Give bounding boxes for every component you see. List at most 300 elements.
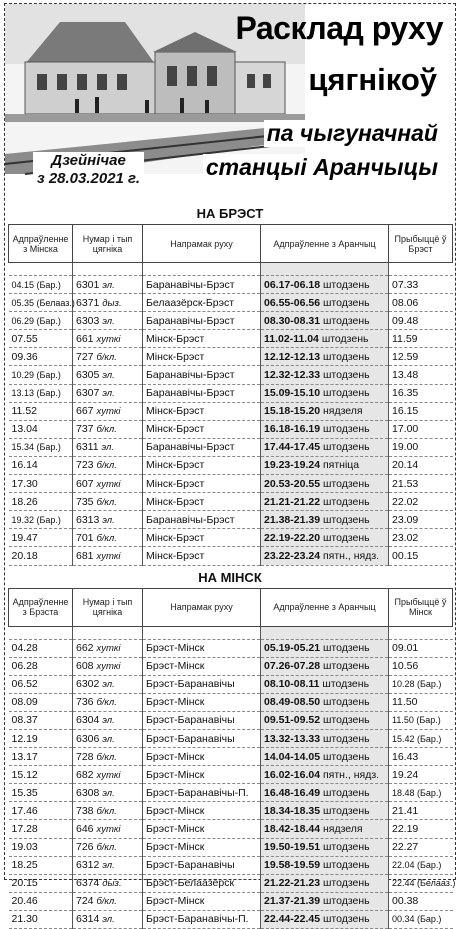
arrival-cell: 13.48: [389, 366, 453, 384]
departure-cell: 15.34 (Бар.): [9, 438, 73, 456]
train-cell: [73, 784, 143, 802]
station-time-cell: [261, 766, 389, 784]
train-number: 6371: [76, 297, 99, 309]
table-row: [9, 438, 453, 456]
train-cell: [73, 675, 143, 693]
station-time: 16.02-16.04: [264, 769, 320, 781]
table-row: [9, 766, 453, 784]
days: пятн., нядз.: [323, 769, 379, 781]
station-time: 06.17-06.18: [264, 279, 320, 291]
days: нядзеля: [323, 405, 363, 417]
days: штодзень: [323, 751, 370, 763]
train-number: 6302: [76, 678, 99, 690]
arrival-cell: 11.59: [389, 330, 453, 348]
days: штодзень: [323, 532, 370, 544]
departure-cell: 16.14: [9, 456, 73, 474]
table-row: [9, 693, 453, 711]
station-time: 08.10-08.11: [264, 678, 319, 690]
station-time-cell: [261, 711, 389, 729]
train-number: 6312: [76, 859, 99, 871]
train-cell: [73, 838, 143, 856]
station-time: 17.44-17.45: [264, 441, 320, 453]
direction-cell: Брэст-Мінск: [143, 838, 261, 856]
spacer-cell: [9, 263, 73, 276]
arrival-cell: 10.56: [389, 657, 453, 675]
subtitle-line1: па чыгуначнай: [264, 120, 441, 147]
departure-cell: 21.30: [9, 910, 73, 928]
train-cell: [73, 802, 143, 820]
station-time: 14.04-14.05: [264, 751, 320, 763]
train-number: 6301: [76, 279, 99, 291]
effective-line2: з 28.03.2021 г.: [37, 170, 140, 188]
arrival-cell: 18.48 (Бар.): [389, 784, 453, 802]
table-row: [9, 748, 453, 766]
direction-cell: Брэст-Баранавічы-П.: [143, 784, 261, 802]
table-row: [9, 420, 453, 438]
train-number: 6305: [76, 369, 99, 381]
title-line2: цягнікоў: [308, 62, 437, 98]
departure-cell: 18.25: [9, 856, 73, 874]
train-cell: [73, 639, 143, 657]
train-number: 724: [76, 895, 94, 907]
train-cell: [73, 657, 143, 675]
train-number: 682: [76, 769, 94, 781]
direction-cell: Брэст-Мінск: [143, 639, 261, 657]
train-cell: [73, 456, 143, 474]
station-time-cell: [261, 276, 389, 294]
table-row: [9, 493, 453, 511]
station-time-cell: [261, 456, 389, 474]
days: штодзень: [323, 514, 370, 526]
arrival-cell: 10.28 (Бар.): [389, 675, 453, 693]
col-header: Адпраўленне з Брэста: [9, 588, 73, 626]
days: штодзень: [323, 297, 370, 309]
train-cell: [73, 402, 143, 420]
arrival-cell: 12.59: [389, 348, 453, 366]
departure-cell: 11.52: [9, 402, 73, 420]
days: штодзень: [323, 859, 370, 871]
station-time: 18.42-18.44: [264, 823, 320, 835]
days: штодзень: [323, 787, 370, 799]
train-cell: [73, 693, 143, 711]
direction-cell: Брэст-Мінск: [143, 693, 261, 711]
table-row: [9, 384, 453, 402]
station-time-cell: [261, 493, 389, 511]
arrival-cell: 15.42 (Бар.): [389, 729, 453, 747]
station-time: 16.18-16.19: [264, 423, 320, 435]
train-type: б/кл.: [96, 752, 116, 763]
col-header: Адпраўленне з Аранчыц: [261, 225, 389, 263]
station-time: 15.18-15.20: [264, 405, 320, 417]
table-row: [9, 729, 453, 747]
train-number: 737: [76, 423, 94, 435]
days: пятн., нядз.: [323, 550, 379, 562]
train-type: б/кл.: [96, 806, 116, 817]
station-time-cell: [261, 547, 389, 565]
arrival-cell: 19.24: [389, 766, 453, 784]
train-type: б/кл.: [96, 352, 116, 363]
departure-cell: 06.52: [9, 675, 73, 693]
station-time: 09.51-09.52: [264, 714, 320, 726]
table-row: [9, 838, 453, 856]
arrival-cell: 11.50: [389, 693, 453, 711]
station-time-cell: [261, 675, 389, 693]
departure-cell: 20.46: [9, 892, 73, 910]
departure-cell: 05.35 (Белааз.): [9, 294, 73, 312]
days: штодзень: [323, 423, 370, 435]
train-type: б/кл.: [96, 497, 116, 508]
departure-cell: 15.12: [9, 766, 73, 784]
direction-cell: Брэст-Мінск: [143, 657, 261, 675]
table-row: [9, 910, 453, 928]
table-row: [9, 802, 453, 820]
arrival-cell: 19.00: [389, 438, 453, 456]
col-header: Адпраўленне з Аранчыц: [261, 588, 389, 626]
days: штодзень: [323, 496, 370, 508]
train-cell: [73, 856, 143, 874]
train-number: 6311: [76, 441, 99, 453]
departure-cell: 08.37: [9, 711, 73, 729]
direction-cell: Брэст-Мінск: [143, 820, 261, 838]
direction-cell: Мінск-Брэст: [143, 330, 261, 348]
station-time: 12.12-12.13: [264, 351, 320, 363]
arrival-cell: 00.38: [389, 892, 453, 910]
table-row: [9, 856, 453, 874]
direction-cell: Мінск-Брэст: [143, 529, 261, 547]
train-number: 6308: [76, 787, 99, 799]
spacer-cell: [73, 626, 143, 639]
subtitle-line2: станцыі Аранчыцы: [203, 154, 441, 181]
train-type: хуткі: [96, 334, 120, 345]
days: пятніца: [323, 459, 359, 471]
train-number: 727: [76, 351, 94, 363]
station-time: 08.30-08.31: [264, 315, 320, 327]
table-row: [9, 402, 453, 420]
direction-cell: Баранавічы-Брэст: [143, 366, 261, 384]
days: штодзень: [323, 369, 370, 381]
spacer-cell: [143, 263, 261, 276]
days: штодзень: [323, 387, 370, 399]
train-type: б/кл.: [96, 533, 116, 544]
train-number: 6307: [76, 387, 99, 399]
days: штодзень: [322, 678, 369, 690]
direction-cell: Мінск-Брэст: [143, 420, 261, 438]
arrival-cell: 22.44 (Белааз.): [389, 874, 453, 892]
train-type: хуткі: [96, 479, 120, 490]
days: штодзень: [323, 913, 370, 925]
station-time: 06.55-06.56: [264, 297, 320, 309]
spacer-row: [9, 263, 453, 276]
train-cell: [73, 910, 143, 928]
arrival-cell: 09.01: [389, 639, 453, 657]
train-type: эл.: [102, 860, 114, 871]
train-cell: [73, 892, 143, 910]
direction-cell: Брэст-Мінск: [143, 802, 261, 820]
table-row: [9, 784, 453, 802]
departure-cell: 18.26: [9, 493, 73, 511]
train-type: хуткі: [96, 824, 120, 835]
col-header: Нумар і тып цягніка: [73, 225, 143, 263]
spacer-cell: [261, 626, 389, 639]
arrival-cell: 16.15: [389, 402, 453, 420]
train-type: эл.: [102, 734, 114, 745]
station-time: 21.37-21.39: [264, 895, 320, 907]
station-time: 08.49-08.50: [264, 696, 320, 708]
train-number: 662: [76, 642, 94, 654]
table-row: [9, 330, 453, 348]
train-number: 701: [76, 532, 94, 544]
direction-cell: Мінск-Брэст: [143, 402, 261, 420]
arrival-cell: 16.35: [389, 384, 453, 402]
train-cell: [73, 547, 143, 565]
col-header: Прыбыццё ў Брэст: [389, 225, 453, 263]
section-title-brest: НА БРЭСТ: [5, 206, 455, 221]
train-type: эл.: [102, 280, 114, 291]
days: штодзень: [323, 714, 370, 726]
direction-cell: Мінск-Брэст: [143, 493, 261, 511]
station-time: 22.19-22.20: [264, 532, 320, 544]
days: штодзень: [323, 478, 370, 490]
schedule-page: [4, 3, 456, 880]
train-number: 728: [76, 751, 94, 763]
train-type: б/кл.: [96, 896, 116, 907]
direction-cell: Баранавічы-Брэст: [143, 438, 261, 456]
arrival-cell: 20.14: [389, 456, 453, 474]
direction-cell: Мінск-Брэст: [143, 456, 261, 474]
table-row: [9, 547, 453, 565]
arrival-cell: 22.02: [389, 493, 453, 511]
station-time: 21.38-21.39: [264, 514, 320, 526]
station-time-cell: [261, 639, 389, 657]
station-time-cell: [261, 820, 389, 838]
spacer-cell: [143, 626, 261, 639]
station-time: 21.22-21.23: [264, 877, 320, 889]
days: штодзень: [323, 351, 370, 363]
departure-cell: 19.32 (Бар.): [9, 511, 73, 529]
station-time-cell: [261, 294, 389, 312]
direction-cell: Баранавічы-Брэст: [143, 312, 261, 330]
station-time-cell: [261, 312, 389, 330]
direction-cell: Баранавічы-Брэст: [143, 276, 261, 294]
spacer-cell: [9, 626, 73, 639]
departure-cell: 19.03: [9, 838, 73, 856]
station-time: 11.02-11.04: [264, 333, 319, 345]
table-brest: [8, 224, 453, 566]
title-line1: Расклад руху: [235, 10, 443, 47]
station-time: 16.48-16.49: [264, 787, 320, 799]
train-number: 607: [76, 478, 94, 490]
departure-cell: 20.15: [9, 874, 73, 892]
departure-cell: 04.15 (Бар.): [9, 276, 73, 294]
direction-cell: Баранавічы-Брэст: [143, 511, 261, 529]
spacer-cell: [389, 626, 453, 639]
train-type: эл.: [102, 788, 114, 799]
station-time-cell: [261, 657, 389, 675]
departure-cell: 13.13 (Бар.): [9, 384, 73, 402]
train-number: 681: [76, 550, 94, 562]
train-type: б/кл.: [96, 460, 116, 471]
train-cell: [73, 529, 143, 547]
spacer-cell: [73, 263, 143, 276]
station-time-cell: [261, 330, 389, 348]
station-time: 18.34-18.35: [264, 805, 320, 817]
train-type: б/кл.: [96, 424, 116, 435]
days: штодзень: [323, 642, 370, 654]
departure-cell: 17.30: [9, 475, 73, 493]
days: штодзень: [323, 660, 370, 672]
train-number: 6303: [76, 315, 99, 327]
arrival-cell: 16.43: [389, 748, 453, 766]
direction-cell: Брэст-Баранавічы: [143, 856, 261, 874]
days: штодзень: [322, 333, 369, 345]
departure-cell: 15.35: [9, 784, 73, 802]
table-row: [9, 475, 453, 493]
train-cell: [73, 312, 143, 330]
train-cell: [73, 330, 143, 348]
train-cell: [73, 711, 143, 729]
col-header: Адпраўленне з Мінска: [9, 225, 73, 263]
arrival-cell: 11.50 (Бар.): [389, 711, 453, 729]
station-time-cell: [261, 366, 389, 384]
arrival-cell: 09.48: [389, 312, 453, 330]
train-cell: [73, 820, 143, 838]
direction-cell: Брэст-Мінск: [143, 892, 261, 910]
train-type: дыз.: [102, 878, 121, 889]
station-time: 20.53-20.55: [264, 478, 320, 490]
departure-cell: 20.18: [9, 547, 73, 565]
train-number: 736: [76, 696, 94, 708]
train-cell: [73, 748, 143, 766]
station-time: 19.50-19.51: [264, 841, 320, 853]
departure-cell: 06.28: [9, 657, 73, 675]
direction-cell: Белаазёрск-Брэст: [143, 294, 261, 312]
train-type: хуткі: [96, 551, 120, 562]
departure-cell: 04.28: [9, 639, 73, 657]
table-row: [9, 675, 453, 693]
train-cell: [73, 475, 143, 493]
col-header: Прыбыццё ў Мінск: [389, 588, 453, 626]
train-type: эл.: [102, 515, 114, 526]
direction-cell: Брэст-Мінск: [143, 766, 261, 784]
train-number: 6313: [76, 514, 99, 526]
train-number: 608: [76, 660, 94, 672]
station-time-cell: [261, 693, 389, 711]
table-row: [9, 639, 453, 657]
train-type: хуткі: [96, 406, 120, 417]
direction-cell: Брэст-Баранавічы: [143, 729, 261, 747]
departure-cell: 17.46: [9, 802, 73, 820]
train-type: б/кл.: [96, 697, 116, 708]
train-type: эл.: [102, 442, 114, 453]
train-cell: [73, 766, 143, 784]
direction-cell: Брэст-Белаазёрск: [143, 874, 261, 892]
days: штодзень: [323, 895, 370, 907]
days: штодзень: [323, 805, 370, 817]
departure-cell: 17.28: [9, 820, 73, 838]
days: штодзень: [323, 733, 370, 745]
spacer-cell: [261, 263, 389, 276]
direction-cell: Мінск-Брэст: [143, 348, 261, 366]
train-type: хуткі: [96, 643, 120, 654]
train-number: 667: [76, 405, 94, 417]
table-row: [9, 276, 453, 294]
station-time: 07.26-07.28: [264, 660, 320, 672]
station-time: 13.32-13.33: [264, 733, 320, 745]
station-time-cell: [261, 384, 389, 402]
station-time-cell: [261, 748, 389, 766]
train-cell: [73, 294, 143, 312]
station-time: 21.21-21.22: [264, 496, 320, 508]
station-time-cell: [261, 874, 389, 892]
arrival-cell: 00.34 (Бар.): [389, 910, 453, 928]
arrival-cell: 21.53: [389, 475, 453, 493]
table-row: [9, 892, 453, 910]
days: штодзень: [323, 315, 370, 327]
train-cell: [73, 366, 143, 384]
station-time-cell: [261, 348, 389, 366]
table-row: [9, 366, 453, 384]
station-time: 19.58-19.59: [264, 859, 320, 871]
table-row: [9, 312, 453, 330]
arrival-cell: 22.19: [389, 820, 453, 838]
station-time: 19.23-19.24: [264, 459, 320, 471]
table-row: [9, 820, 453, 838]
table-row: [9, 294, 453, 312]
train-cell: [73, 729, 143, 747]
train-type: эл.: [102, 388, 114, 399]
station-time-cell: [261, 892, 389, 910]
table-row: [9, 874, 453, 892]
spacer-row: [9, 626, 453, 639]
arrival-cell: 08.06: [389, 294, 453, 312]
direction-cell: Баранавічы-Брэст: [143, 384, 261, 402]
arrival-cell: 23.02: [389, 529, 453, 547]
days: штодзень: [323, 279, 370, 291]
table-row: [9, 511, 453, 529]
station-time-cell: [261, 529, 389, 547]
train-cell: [73, 348, 143, 366]
table-row: [9, 348, 453, 366]
col-header: Напрамак руху: [143, 225, 261, 263]
train-cell: [73, 438, 143, 456]
train-type: эл.: [102, 316, 114, 327]
station-time-cell: [261, 856, 389, 874]
train-type: б/кл.: [96, 842, 116, 853]
train-number: 735: [76, 496, 94, 508]
station-time-cell: [261, 784, 389, 802]
train-number: 738: [76, 805, 94, 817]
station-time: 12.32-12.33: [264, 369, 320, 381]
train-type: эл.: [102, 715, 114, 726]
days: штодзень: [323, 696, 370, 708]
departure-cell: 19.47: [9, 529, 73, 547]
arrival-cell: 22.27: [389, 838, 453, 856]
header: [5, 4, 455, 202]
days: штодзень: [323, 841, 370, 853]
col-header: Напрамак руху: [143, 588, 261, 626]
departure-cell: 10.29 (Бар.): [9, 366, 73, 384]
train-number: 661: [76, 333, 94, 345]
train-number: 6306: [76, 733, 99, 745]
station-time-cell: [261, 910, 389, 928]
station-time-cell: [261, 838, 389, 856]
train-number: 726: [76, 841, 94, 853]
col-header: Нумар і тып цягніка: [73, 588, 143, 626]
train-cell: [73, 511, 143, 529]
train-number: 6314: [76, 913, 99, 925]
departure-cell: 13.17: [9, 748, 73, 766]
train-type: хуткі: [96, 661, 120, 672]
